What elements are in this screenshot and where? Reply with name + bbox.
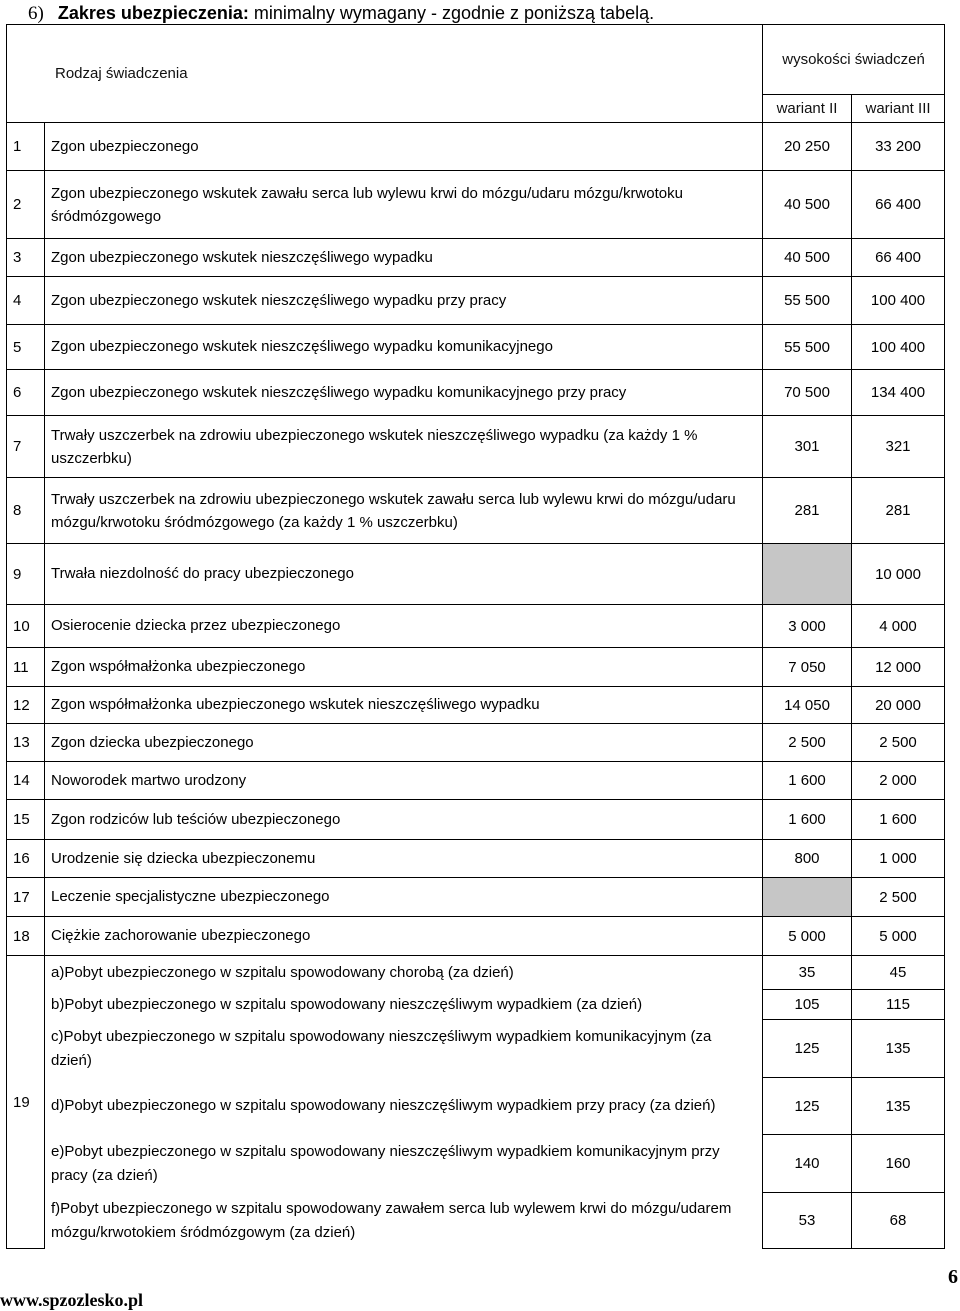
table-subrow bbox=[7, 956, 945, 990]
header-variant-2: wariant II bbox=[763, 95, 852, 123]
table-row bbox=[7, 917, 945, 956]
variant-2-value: 125 bbox=[763, 1020, 852, 1078]
variant-3-value: 68 bbox=[852, 1193, 945, 1249]
variant-2-value: 55 500 bbox=[763, 325, 852, 370]
table-row bbox=[7, 605, 945, 648]
table-subrow bbox=[7, 1078, 945, 1135]
header-benefit-amounts: wysokości świadczeń bbox=[763, 25, 945, 95]
row-number: 12 bbox=[7, 687, 45, 724]
variant-2-value: 301 bbox=[763, 416, 852, 478]
variant-3-value: 66 400 bbox=[852, 239, 945, 277]
row-number: 3 bbox=[7, 239, 45, 277]
section-title-bold: Zakres ubezpieczenia: bbox=[57, 3, 249, 23]
variant-3-value: 4 000 bbox=[852, 605, 945, 648]
row-number: 1 bbox=[7, 123, 45, 171]
variant-3-value: 12 000 bbox=[852, 648, 945, 687]
benefit-description: Zgon współmałżonka ubezpieczonego wskutek nieszczęśliwego wypadku bbox=[45, 687, 763, 724]
benefit-description: Urodzenie się dziecka ubezpieczonemu bbox=[45, 840, 763, 878]
row-number: 5 bbox=[7, 325, 45, 370]
footer-url[interactable]: www.spzozlesko.pl bbox=[0, 1290, 144, 1310]
row-number: 14 bbox=[7, 762, 45, 800]
coverage-table bbox=[6, 24, 945, 1249]
variant-2-value: 7 050 bbox=[763, 648, 852, 687]
variant-3-value: 321 bbox=[852, 416, 945, 478]
variant-3-value: 20 000 bbox=[852, 687, 945, 724]
variant-3-value: 100 400 bbox=[852, 325, 945, 370]
variant-2-empty-cell bbox=[763, 544, 852, 605]
table-row bbox=[7, 878, 945, 917]
benefit-description: Zgon ubezpieczonego bbox=[45, 123, 763, 171]
page-number: 6 bbox=[948, 1266, 958, 1288]
variant-2-value: 3 000 bbox=[763, 605, 852, 648]
row-number: 19 bbox=[7, 956, 45, 1249]
variant-2-value: 70 500 bbox=[763, 370, 852, 416]
row-number: 8 bbox=[7, 478, 45, 544]
variant-2-value: 1 600 bbox=[763, 762, 852, 800]
benefit-description: Zgon ubezpieczonego wskutek nieszczęśliwego wypadku komunikacyjnego przy pracy bbox=[45, 370, 763, 416]
benefit-description: f)Pobyt ubezpieczonego w szpitalu spowodowany zawałem serca lub wylewem krwi do mózgu/udarem mózgu/krwotokiem śródmózgowym (za dzień) bbox=[45, 1193, 763, 1249]
variant-3-value: 1 000 bbox=[852, 840, 945, 878]
row-number: 4 bbox=[7, 277, 45, 325]
table-row bbox=[7, 724, 945, 762]
variant-2-value: 14 050 bbox=[763, 687, 852, 724]
variant-2-empty-cell bbox=[763, 878, 852, 917]
variant-3-value: 160 bbox=[852, 1135, 945, 1193]
benefit-description: Zgon ubezpieczonego wskutek nieszczęśliwego wypadku bbox=[45, 239, 763, 277]
variant-2-value: 40 500 bbox=[763, 171, 852, 239]
variant-2-value: 125 bbox=[763, 1078, 852, 1135]
variant-2-value: 800 bbox=[763, 840, 852, 878]
benefit-description: Zgon dziecka ubezpieczonego bbox=[45, 724, 763, 762]
benefit-description: Zgon rodziców lub teściów ubezpieczonego bbox=[45, 800, 763, 840]
section-title-rest: minimalny wymagany - zgodnie z poniższą tabelą. bbox=[248, 3, 655, 23]
table-row bbox=[7, 800, 945, 840]
table-row bbox=[7, 325, 945, 370]
table-row bbox=[7, 370, 945, 416]
variant-3-value: 1 600 bbox=[852, 800, 945, 840]
variant-3-value: 135 bbox=[852, 1078, 945, 1135]
benefit-description: Trwały uszczerbek na zdrowiu ubezpieczonego wskutek zawału serca lub wylewu krwi do mózgu/udaru mózgu/krwotoku śródmózgowego (za każdy 1 % uszczerbku) bbox=[45, 478, 763, 544]
benefit-description: b)Pobyt ubezpieczonego w szpitalu spowodowany nieszczęśliwym wypadkiem (za dzień) bbox=[45, 990, 763, 1020]
variant-3-value: 2 500 bbox=[852, 878, 945, 917]
row-number: 9 bbox=[7, 544, 45, 605]
table-row bbox=[7, 416, 945, 478]
table-row bbox=[7, 544, 945, 605]
table-row bbox=[7, 171, 945, 239]
benefit-description: Trwała niezdolność do pracy ubezpieczonego bbox=[45, 544, 763, 605]
variant-3-value: 66 400 bbox=[852, 171, 945, 239]
variant-2-value: 281 bbox=[763, 478, 852, 544]
variant-3-value: 281 bbox=[852, 478, 945, 544]
benefit-description: Noworodek martwo urodzony bbox=[45, 762, 763, 800]
benefit-description: Zgon ubezpieczonego wskutek nieszczęśliwego wypadku przy pracy bbox=[45, 277, 763, 325]
row-number: 11 bbox=[7, 648, 45, 687]
benefit-description: c)Pobyt ubezpieczonego w szpitalu spowodowany nieszczęśliwym wypadkiem komunikacyjnym (za dzień) bbox=[45, 1020, 763, 1078]
table-row bbox=[7, 762, 945, 800]
table-row bbox=[7, 840, 945, 878]
row-number: 10 bbox=[7, 605, 45, 648]
variant-2-value: 5 000 bbox=[763, 917, 852, 956]
header-benefit-type: Rodzaj świadczenia bbox=[7, 25, 763, 123]
variant-3-value: 135 bbox=[852, 1020, 945, 1078]
benefit-description: Osierocenie dziecka przez ubezpieczonego bbox=[45, 605, 763, 648]
variant-2-value: 20 250 bbox=[763, 123, 852, 171]
variant-3-value: 33 200 bbox=[852, 123, 945, 171]
variant-3-value: 45 bbox=[852, 956, 945, 990]
variant-3-value: 2 000 bbox=[852, 762, 945, 800]
table-subrow bbox=[7, 1193, 945, 1249]
row-number: 15 bbox=[7, 800, 45, 840]
row-number: 16 bbox=[7, 840, 45, 878]
variant-3-value: 115 bbox=[852, 990, 945, 1020]
variant-3-value: 5 000 bbox=[852, 917, 945, 956]
variant-3-value: 2 500 bbox=[852, 724, 945, 762]
benefit-description: e)Pobyt ubezpieczonego w szpitalu spowodowany nieszczęśliwym wypadkiem komunikacyjnym przy pracy (za dzień) bbox=[45, 1135, 763, 1193]
table-subrow bbox=[7, 990, 945, 1020]
table-row bbox=[7, 478, 945, 544]
table-row bbox=[7, 239, 945, 277]
benefit-description: a)Pobyt ubezpieczonego w szpitalu spowodowany chorobą (za dzień) bbox=[45, 956, 763, 990]
variant-2-value: 55 500 bbox=[763, 277, 852, 325]
benefit-description: Leczenie specjalistyczne ubezpieczonego bbox=[45, 878, 763, 917]
table-row bbox=[7, 648, 945, 687]
benefit-description: Ciężkie zachorowanie ubezpieczonego bbox=[45, 917, 763, 956]
section-number: 6) bbox=[28, 3, 44, 24]
variant-3-value: 134 400 bbox=[852, 370, 945, 416]
benefit-description: Zgon ubezpieczonego wskutek zawału serca lub wylewu krwi do mózgu/udaru mózgu/krwotoku śródmózgowego bbox=[45, 171, 763, 239]
table-subrow bbox=[7, 1135, 945, 1193]
row-number: 7 bbox=[7, 416, 45, 478]
variant-3-value: 10 000 bbox=[852, 544, 945, 605]
row-number: 17 bbox=[7, 878, 45, 917]
benefit-description: d)Pobyt ubezpieczonego w szpitalu spowodowany nieszczęśliwym wypadkiem przy pracy (za dzień) bbox=[45, 1078, 763, 1135]
row-number: 18 bbox=[7, 917, 45, 956]
variant-2-value: 1 600 bbox=[763, 800, 852, 840]
row-number: 2 bbox=[7, 171, 45, 239]
variant-2-value: 140 bbox=[763, 1135, 852, 1193]
table-row bbox=[7, 687, 945, 724]
table-row bbox=[7, 123, 945, 171]
benefit-description: Zgon współmałżonka ubezpieczonego bbox=[45, 648, 763, 687]
row-number: 6 bbox=[7, 370, 45, 416]
variant-2-value: 53 bbox=[763, 1193, 852, 1249]
variant-2-value: 40 500 bbox=[763, 239, 852, 277]
variant-3-value: 100 400 bbox=[852, 277, 945, 325]
row-number: 13 bbox=[7, 724, 45, 762]
variant-2-value: 105 bbox=[763, 990, 852, 1020]
variant-2-value: 2 500 bbox=[763, 724, 852, 762]
header-variant-3: wariant III bbox=[852, 95, 945, 123]
variant-2-value: 35 bbox=[763, 956, 852, 990]
table-subrow bbox=[7, 1020, 945, 1078]
table-row bbox=[7, 277, 945, 325]
benefit-description: Trwały uszczerbek na zdrowiu ubezpieczonego wskutek nieszczęśliwego wypadku (za każdy 1 % uszczerbku) bbox=[45, 416, 763, 478]
benefit-description: Zgon ubezpieczonego wskutek nieszczęśliwego wypadku komunikacyjnego bbox=[45, 325, 763, 370]
